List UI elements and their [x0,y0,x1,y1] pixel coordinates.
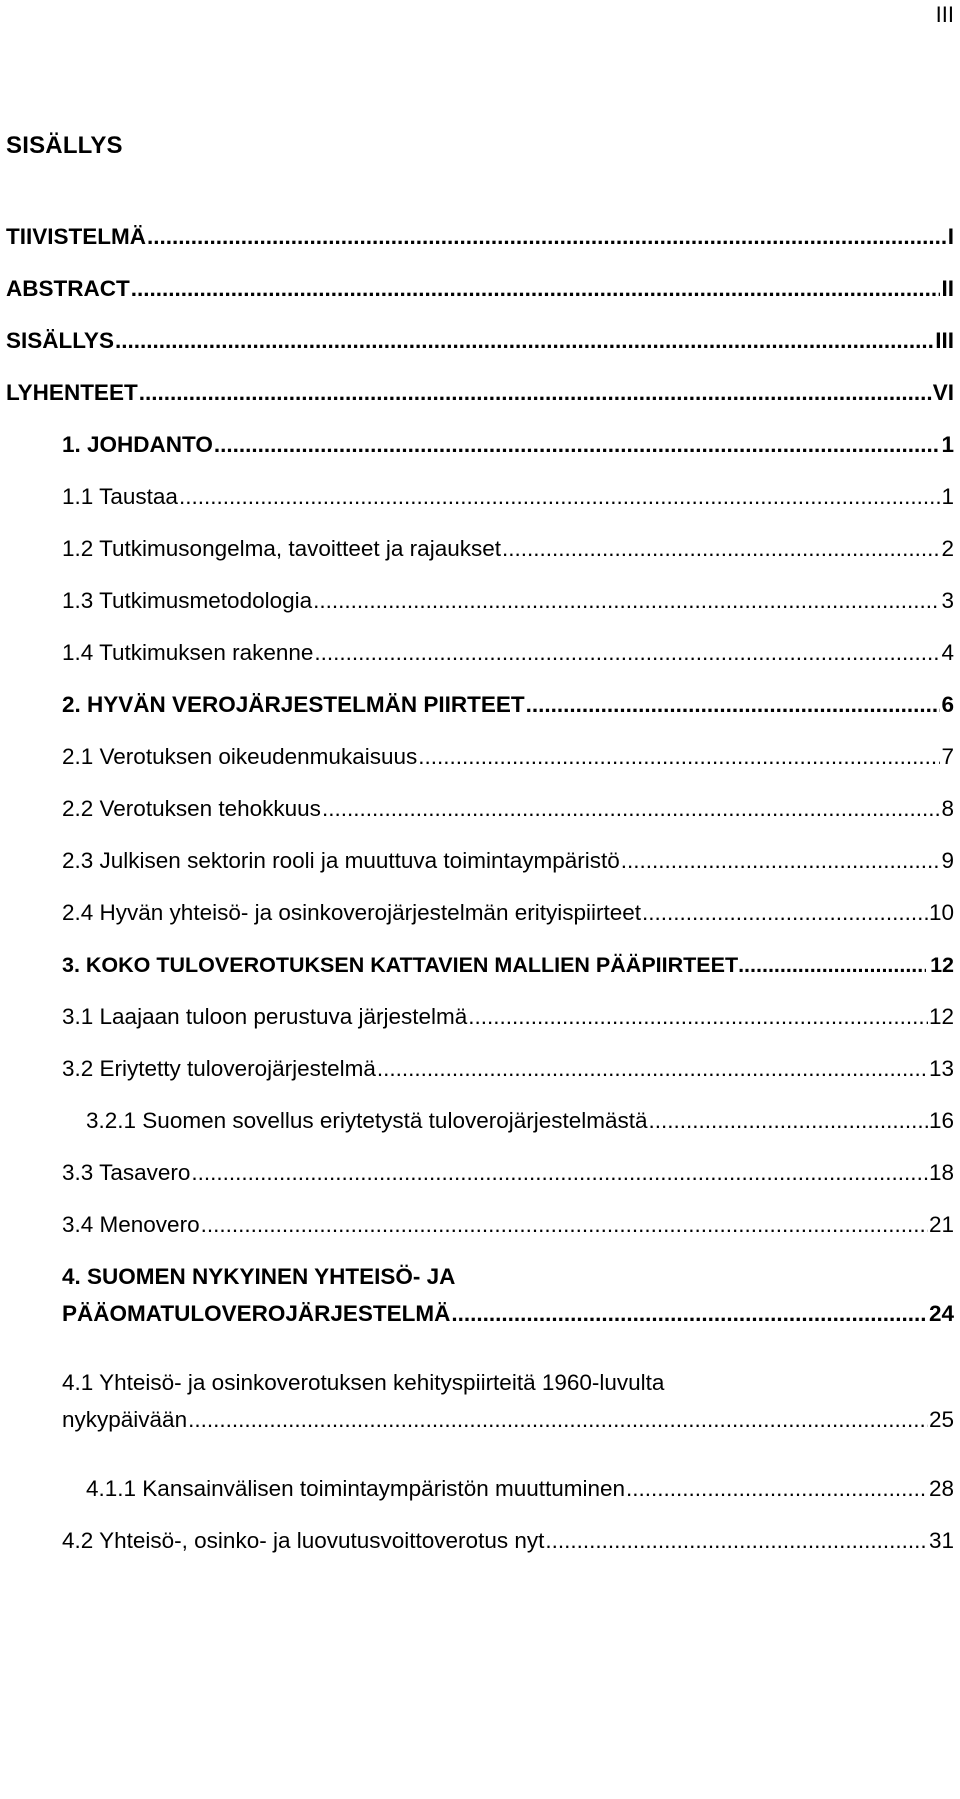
toc-entry-text: 3.2 Eriytetty tuloverojärjestelmä [62,1056,376,1081]
toc-entry[interactable] [62,689,954,721]
toc-entry-page: 4 [941,640,954,665]
toc-entry-line1[interactable] [62,1261,455,1293]
toc-leader-dots [526,689,941,721]
toc-entry[interactable] [62,1209,954,1241]
toc-leader-dots [545,1525,928,1557]
toc-entry-page: 8 [941,796,954,821]
toc-entry[interactable] [62,1053,954,1085]
toc-leader-dots [201,1209,928,1241]
toc-entry-page: 28 [928,1476,954,1501]
toc-leader-dots [188,1404,928,1436]
toc-entry-text: 3.1 Laajaan tuloon perustuva järjestelmä [62,1004,468,1029]
toc-entry-text: 3. KOKO TULOVEROTUKSEN KATTAVIEN MALLIEN PÄÄPIIRTEET [62,953,739,977]
toc-entry-page: 13 [928,1056,954,1081]
toc-entry[interactable] [62,1404,954,1436]
page-number: III [935,2,954,27]
toc-entry[interactable] [62,585,954,617]
toc-entry-text: 4. SUOMEN NYKYINEN YHTEISÖ- JA [62,1264,456,1289]
toc-entry-text: nykypäivään [62,1407,188,1432]
toc-entry-text: 4.1.1 Kansainvälisen toimintaympäristön muuttuminen [86,1476,626,1501]
toc-entry-page: 1 [941,432,954,457]
toc-leader-dots [468,1001,928,1033]
toc-entry[interactable] [62,1298,954,1330]
toc-entry[interactable] [62,845,954,877]
toc-entry-page: 2 [941,536,954,561]
page-title: SISÄLLYS [6,132,123,159]
toc-entry-text: 4.2 Yhteisö-, osinko- ja luovutusvoittoverotus nyt [62,1528,545,1553]
toc-leader-dots [451,1298,928,1330]
toc-leader-dots [191,1157,928,1189]
toc-entry-text: TIIVISTELMÄ [6,224,146,249]
toc-leader-dots [322,793,941,825]
toc-entry-text: 2.2 Verotuksen tehokkuus [62,796,321,821]
toc-entry[interactable] [6,273,954,305]
toc-entry-page: 9 [941,848,954,873]
toc-entry-text: 1.1 Taustaa [62,484,178,509]
toc-entry-page: 7 [941,744,954,769]
toc-entry-text: 4.1 Yhteisö- ja osinkoverotuksen kehityspiirteitä 1960-luvulta [62,1370,665,1395]
toc-entry-page: VI [932,380,954,405]
toc-entry-text: 1. JOHDANTO [62,432,213,457]
toc-entry[interactable] [86,1473,954,1505]
toc-leader-dots [642,897,928,929]
toc-entry-page: 24 [928,1301,954,1326]
toc-leader-dots [147,221,947,253]
toc-entry[interactable] [62,481,954,513]
toc-leader-dots [502,533,941,565]
toc-entry-page: 12 [930,953,954,977]
toc-entry-page: 18 [928,1160,954,1185]
toc-entry-text: 1.2 Tutkimusongelma, tavoitteet ja rajaukset [62,536,501,561]
toc-entry-text: 2.3 Julkisen sektorin rooli ja muuttuva toimintaympäristö [62,848,620,873]
toc-entry[interactable] [62,1525,954,1557]
toc-entry[interactable] [62,1001,954,1033]
toc-entry-page: II [941,276,954,301]
toc-leader-dots [139,377,932,409]
toc-entry[interactable] [6,377,954,409]
toc-entry[interactable] [86,1105,954,1137]
toc-entry-page: 25 [928,1407,954,1432]
toc-entry-line1[interactable] [62,1367,664,1399]
toc-entry-text: 2. HYVÄN VEROJÄRJESTELMÄN PIIRTEET [62,692,525,717]
toc-leader-dots [313,585,940,617]
toc-entry[interactable] [62,949,954,981]
toc-entry[interactable] [62,793,954,825]
toc-entry[interactable] [62,429,954,461]
toc-entry-page: 10 [928,900,954,925]
toc-entry-page: 1 [941,484,954,509]
toc-entry-page: 31 [928,1528,954,1553]
toc-leader-dots [131,273,941,305]
toc-entry-page: 12 [928,1004,954,1029]
toc-entry[interactable] [6,221,954,253]
toc-leader-dots [314,637,940,669]
toc-leader-dots [418,741,940,773]
toc-entry[interactable] [62,897,954,929]
toc-entry-page: 16 [928,1108,954,1133]
toc-entry[interactable] [62,1157,954,1189]
toc-entry-text: 3.3 Tasavero [62,1160,191,1185]
toc-entry-text: ABSTRACT [6,276,130,301]
toc-entry-text: LYHENTEET [6,380,138,405]
toc-entry-text: 2.4 Hyvän yhteisö- ja osinkoverojärjestelmän erityispiirteet [62,900,642,925]
toc-leader-dots [738,949,926,981]
toc-leader-dots [115,325,934,357]
toc-leader-dots [621,845,941,877]
toc-entry[interactable] [62,741,954,773]
toc-entry-text: 3.2.1 Suomen sovellus eriytetystä tuloverojärjestelmästä [86,1108,648,1133]
toc-leader-dots [214,429,941,461]
toc-entry-page: III [935,328,954,353]
toc-entry-page: I [947,224,954,249]
toc-entry-page: 6 [941,692,954,717]
toc-entry-text: 2.1 Verotuksen oikeudenmukaisuus [62,744,418,769]
toc-entry-text: 1.4 Tutkimuksen rakenne [62,640,314,665]
toc-entry[interactable] [6,325,954,357]
toc-entry[interactable] [62,533,954,565]
toc-entry-text: PÄÄOMATULOVEROJÄRJESTELMÄ [62,1301,451,1326]
toc-entry-text: SISÄLLYS [6,328,114,353]
toc-leader-dots [626,1473,928,1505]
toc-entry-page: 21 [928,1212,954,1237]
toc-entry-text: 3.4 Menovero [62,1212,200,1237]
toc-entry[interactable] [62,637,954,669]
toc-leader-dots [377,1053,928,1085]
toc-leader-dots [649,1105,928,1137]
toc-entry-page: 3 [941,588,954,613]
toc-leader-dots [179,481,941,513]
toc-entry-text: 1.3 Tutkimusmetodologia [62,588,313,613]
